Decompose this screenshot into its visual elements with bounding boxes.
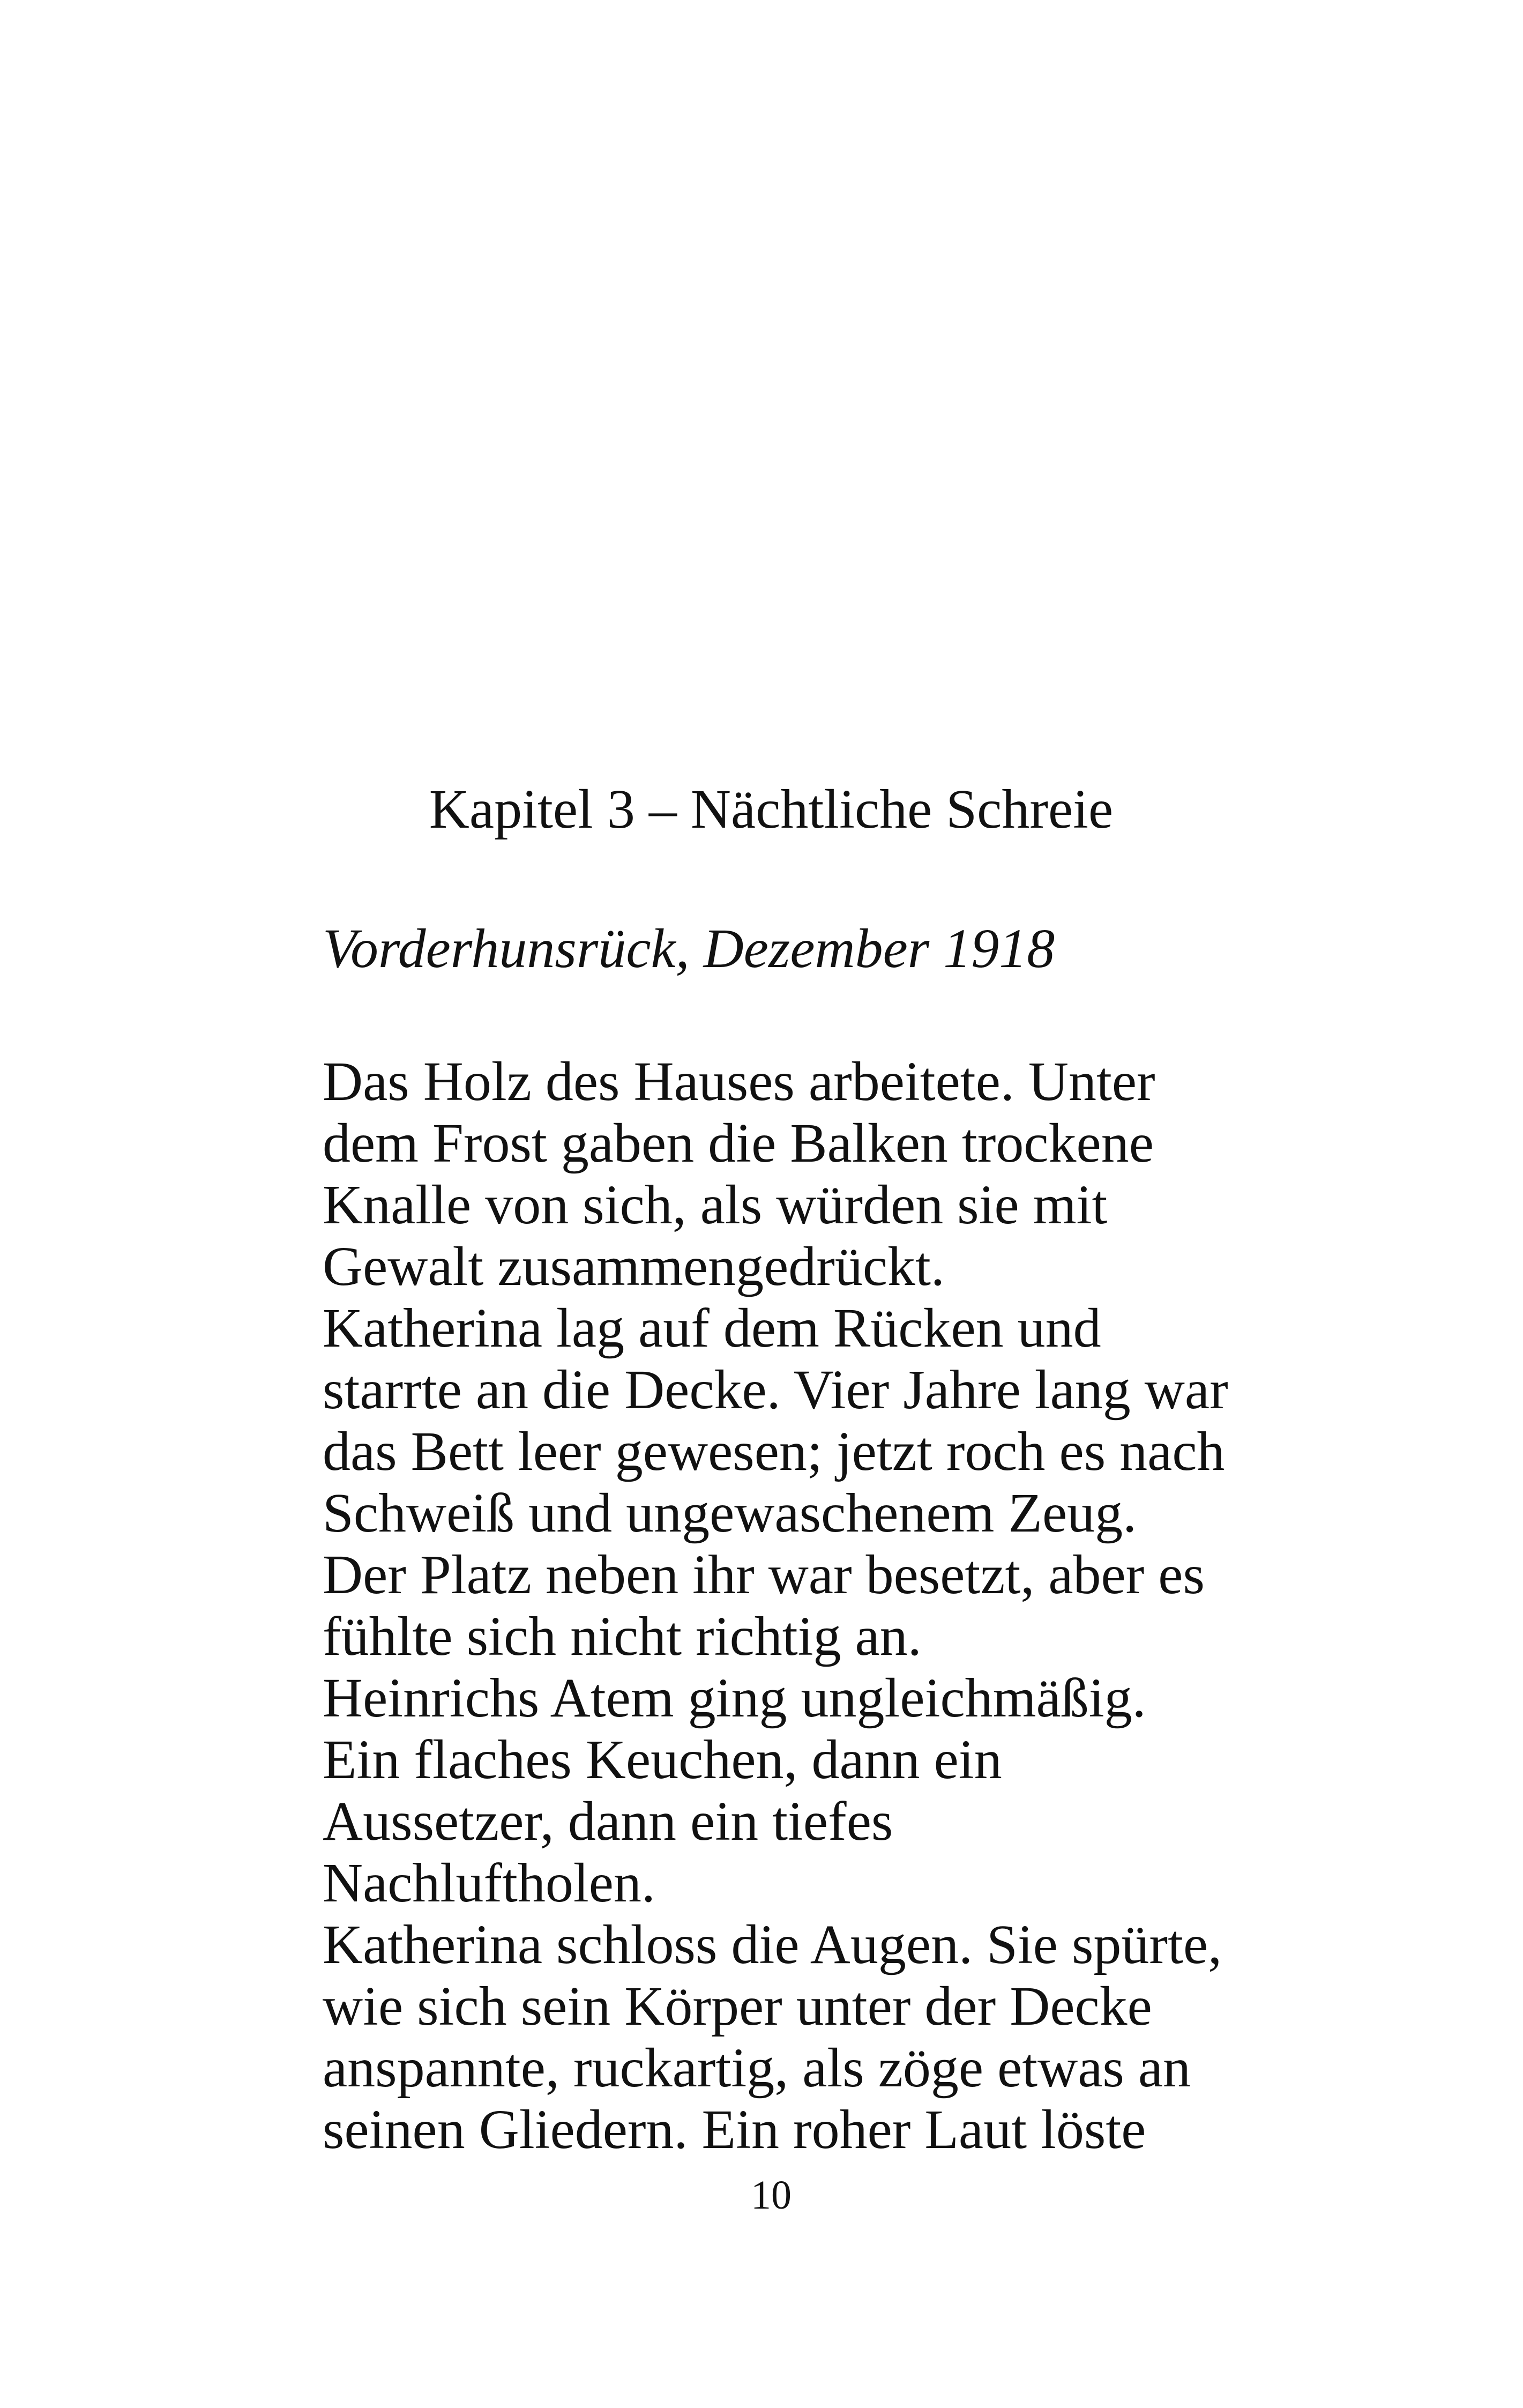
text-line: das Bett leer gewesen; jetzt roch es nach (323, 1421, 1225, 1482)
text-line: Der Platz neben ihr war besetzt, aber es (323, 1544, 1205, 1606)
text-line: Gewalt zusammengedrückt. (323, 1236, 945, 1297)
text-line: anspannte, ruckartig, als zöge etwas an (323, 2037, 1191, 2099)
place-date-heading: Vorderhunsrück, Dezember 1918 (323, 918, 1055, 979)
text-line: Katherina lag auf dem Rücken und (323, 1297, 1101, 1359)
text-line: Aussetzer, dann ein tiefes (323, 1790, 893, 1852)
text-line: Nachluftholen. (323, 1852, 655, 1914)
text-line: starrte an die Decke. Vier Jahre lang war (323, 1359, 1228, 1421)
text-line: Katherina schloss die Augen. Sie spürte, (323, 1914, 1222, 1975)
text-line: Ein flaches Keuchen, dann ein (323, 1729, 1002, 1790)
text-line: Schweiß und ungewaschenem Zeug. (323, 1482, 1137, 1544)
text-line: dem Frost gaben die Balken trockene (323, 1112, 1154, 1174)
page-number: 10 (751, 2173, 792, 2218)
text-line: Das Holz des Hauses arbeitete. Unter (323, 1051, 1155, 1112)
text-line: Heinrichs Atem ging ungleichmäßig. (323, 1667, 1146, 1729)
text-line: Knalle von sich, als würden sie mit (323, 1174, 1108, 1236)
body-text (323, 1051, 1244, 2160)
chapter-title: Kapitel 3 – Nächtliche Schreie (429, 778, 1114, 840)
text-line: fühlte sich nicht richtig an. (323, 1606, 922, 1667)
text-line: seinen Gliedern. Ein roher Laut löste (323, 2099, 1146, 2160)
text-line: wie sich sein Körper unter der Decke (323, 1975, 1152, 2037)
